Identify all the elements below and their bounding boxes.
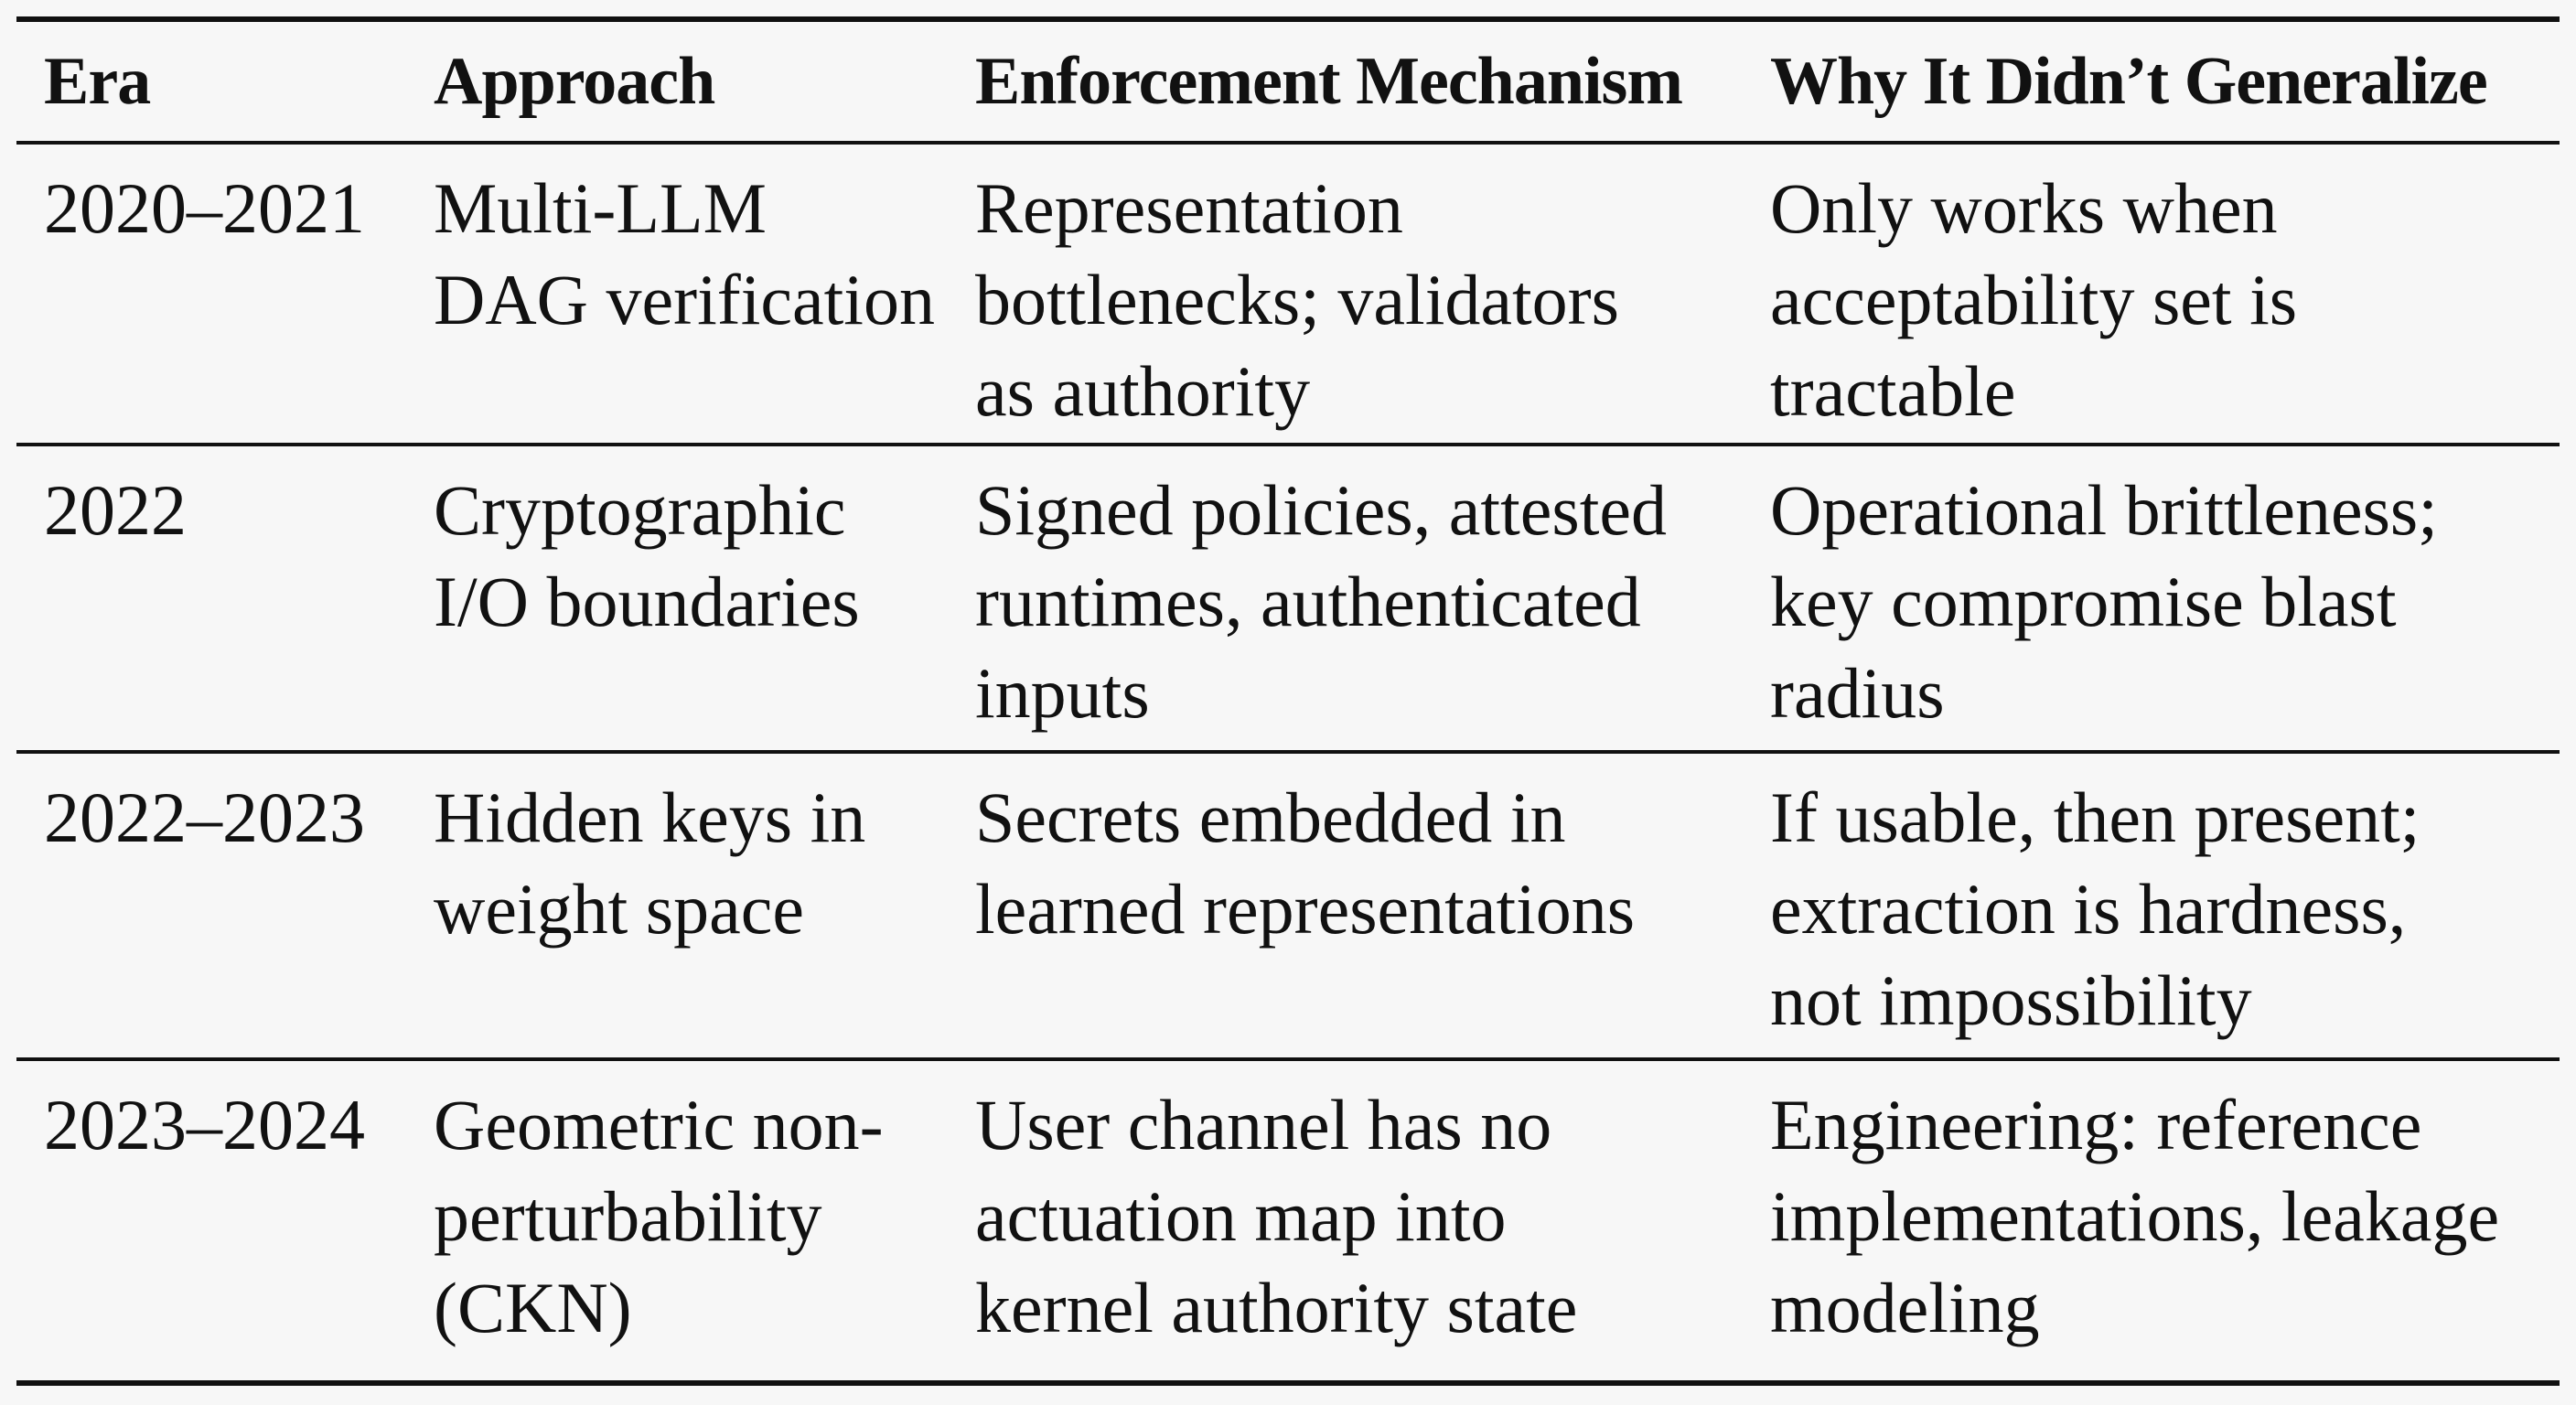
mechanism-cell: Representation bottlenecks; validators as authority [975,168,1619,431]
table-row [16,145,2560,443]
comparison-table [16,16,2560,1389]
why-cell: Operational brittleness; key compromise blast radius [1770,470,2438,733]
header-approach: Approach [434,44,715,119]
mechanism-cell: Secrets embedded in learned representations [975,778,1636,949]
table-header-row [16,22,2560,141]
table-row [16,754,2560,1057]
era-cell: 2020–2021 [44,168,365,248]
approach-cell: Hidden keys in weight space [434,778,866,949]
mechanism-cell: Signed policies, attested runtimes, authenticated inputs [975,470,1668,733]
table-row [16,1061,2560,1380]
why-cell: Engineering: reference implementations, leakage modeling [1770,1085,2500,1347]
table-row [16,446,2560,750]
table-bottom-rule [16,1380,2560,1386]
era-cell: 2023–2024 [44,1085,365,1164]
header-enforcement-mechanism: Enforcement Mechanism [975,44,1682,119]
approach-cell: Cryptographic I/O boundaries [434,470,860,641]
why-cell: If usable, then present; extraction is hardness, not impossibility [1770,778,2420,1040]
mechanism-cell: User channel has no actuation map into kernel authority state [975,1085,1578,1347]
approach-cell: Multi-LLM DAG verification [434,168,935,339]
approach-cell: Geometric non- perturbability (CKN) [434,1085,884,1347]
header-why-it-didnt-generalize: Why It Didn’t Generalize [1770,44,2487,119]
header-era: Era [44,44,151,119]
era-cell: 2022–2023 [44,778,365,857]
era-cell: 2022 [44,470,187,550]
why-cell: Only works when acceptability set is tractable [1770,168,2298,431]
